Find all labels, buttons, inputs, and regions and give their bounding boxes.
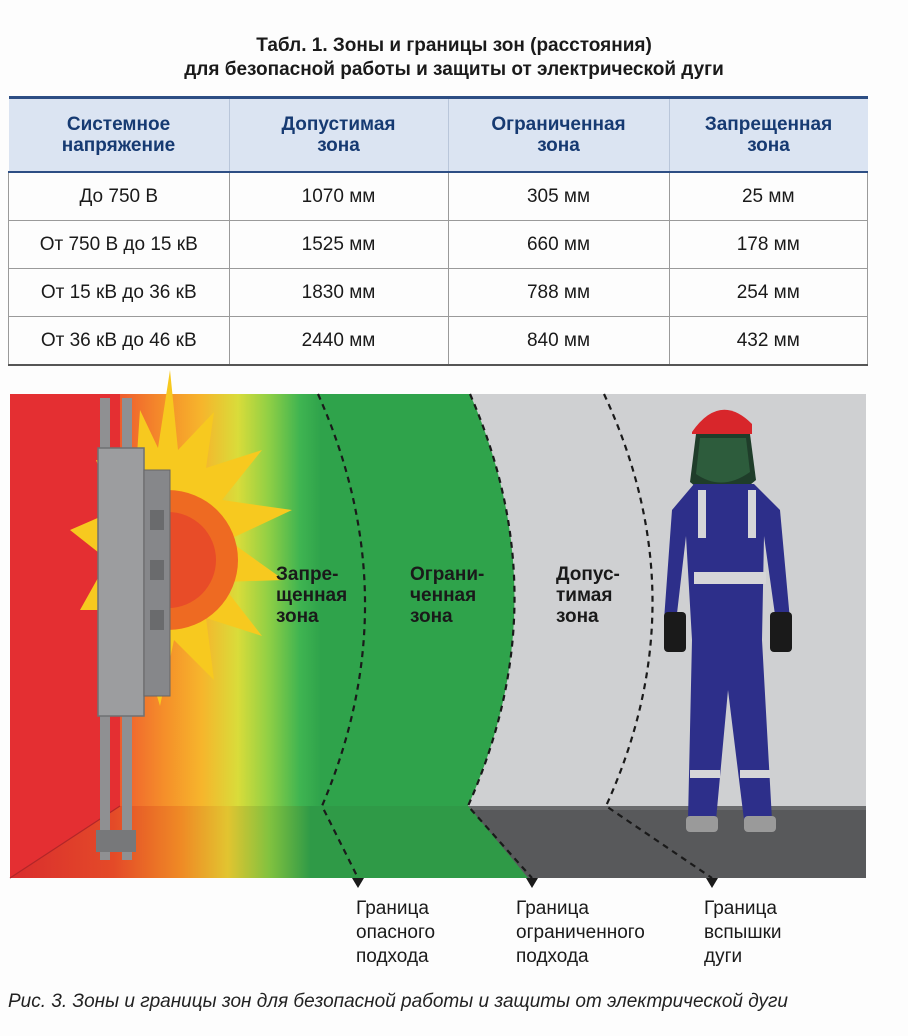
cell-voltage: От 36 кВ до 46 кВ bbox=[9, 317, 230, 366]
cell-allowed: 2440 мм bbox=[229, 317, 448, 366]
cell-limited: 788 мм bbox=[448, 269, 669, 317]
header-voltage: Системное напряжение bbox=[9, 98, 230, 173]
boundary-label-flash: Граница вспышки дуги bbox=[704, 898, 782, 967]
cell-prohibited: 432 мм bbox=[669, 317, 868, 366]
boundary-label-limited: Граница ограниченного подхода bbox=[516, 898, 645, 967]
arrow-danger bbox=[352, 878, 364, 888]
cell-voltage: От 750 В до 15 кВ bbox=[9, 221, 230, 269]
cell-limited: 840 мм bbox=[448, 317, 669, 366]
table-row bbox=[9, 172, 868, 221]
zone-label-allowed: Допус- тимая зона bbox=[556, 564, 620, 627]
table-title-line1: Табл. 1. Зоны и границы зон (расстояния) bbox=[256, 35, 652, 56]
table-row bbox=[9, 221, 868, 269]
cell-prohibited: 254 мм bbox=[669, 269, 868, 317]
cell-allowed: 1525 мм bbox=[229, 221, 448, 269]
cell-voltage: От 15 кВ до 36 кВ bbox=[9, 269, 230, 317]
arc-flash-zones-figure bbox=[0, 360, 908, 960]
header-limited-zone: Ограниченная зона bbox=[448, 98, 669, 173]
cell-prohibited: 178 мм bbox=[669, 221, 868, 269]
table-row bbox=[9, 269, 868, 317]
cell-allowed: 1830 мм bbox=[229, 269, 448, 317]
header-allowed-zone: Допустимая зона bbox=[229, 98, 448, 173]
header-prohibited-zone: Запрещенная зона bbox=[669, 98, 868, 173]
arrow-flash bbox=[706, 878, 718, 888]
zones-table bbox=[8, 96, 868, 366]
table-title-line2: для безопасной работы и защиты от электрической дуги bbox=[184, 59, 724, 80]
table-row bbox=[9, 317, 868, 366]
table-header-row bbox=[9, 98, 868, 173]
zone-label-limited: Ограни- ченная зона bbox=[410, 564, 485, 627]
zone-label-prohibited: Запре- щенная зона bbox=[276, 564, 348, 627]
table-title bbox=[0, 34, 908, 82]
cell-voltage: До 750 В bbox=[9, 172, 230, 221]
arrow-limited bbox=[526, 878, 538, 888]
cell-prohibited: 25 мм bbox=[669, 172, 868, 221]
cell-limited: 660 мм bbox=[448, 221, 669, 269]
cell-allowed: 1070 мм bbox=[229, 172, 448, 221]
cell-limited: 305 мм bbox=[448, 172, 669, 221]
figure-caption: Рис. 3. Зоны и границы зон для безопасной работы и защиты от электрической дуги bbox=[8, 991, 788, 1012]
boundary-label-danger: Граница опасного подхода bbox=[356, 898, 436, 967]
